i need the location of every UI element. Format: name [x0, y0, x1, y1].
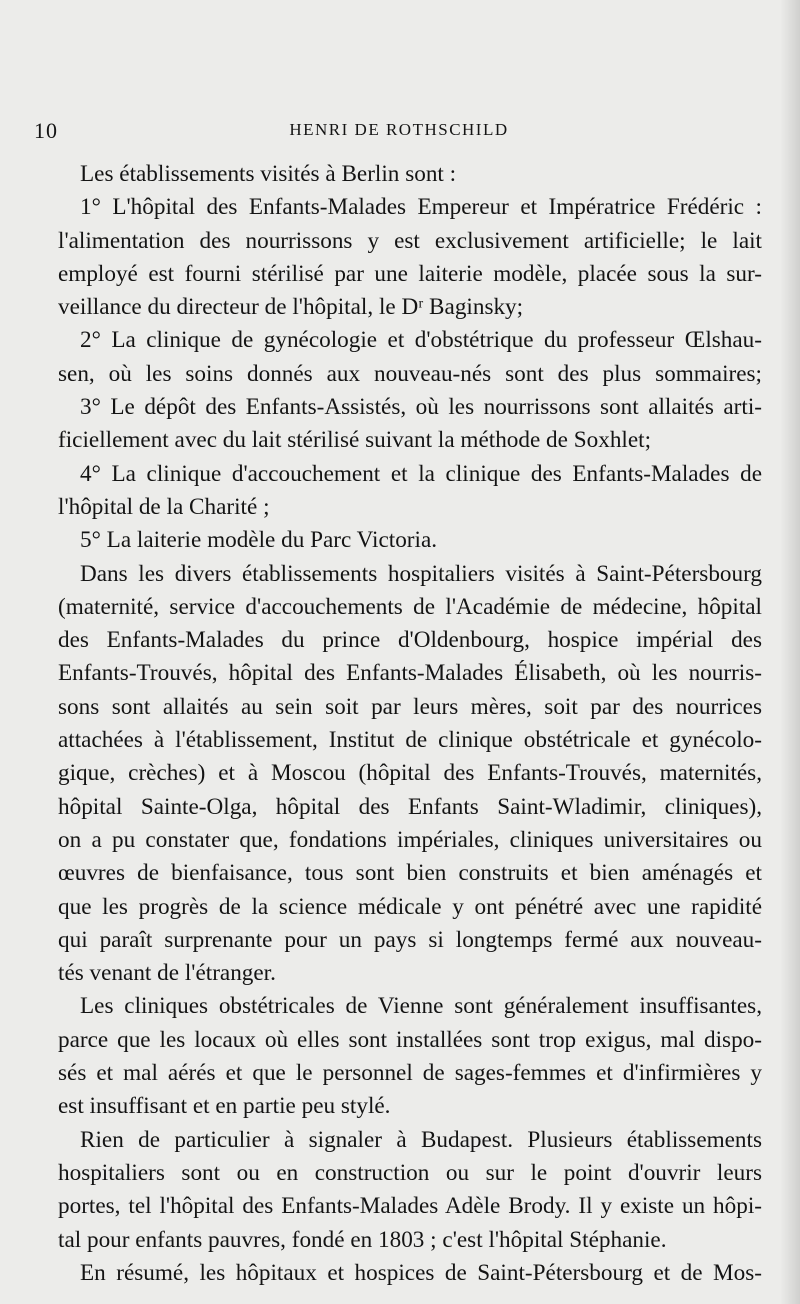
text-line: est insuffisant et en partie peu stylé. [58, 1093, 391, 1120]
text-line: sés et mal aérés et que le personnel de sages-femmes et d'infirmières y [58, 1060, 762, 1087]
text-line: parce que les locaux où elles sont installées sont trop exigus, mal dispo- [58, 1026, 762, 1053]
text-line: attachées à l'établissement, Institut de clinique obstétricale et gynécolo- [58, 727, 762, 754]
text-line: hôpital Sainte-Olga, hôpital des Enfants Saint-Wladimir, cliniques), [58, 793, 762, 820]
text-line: 4° La clinique d'accouchement et la clinique des Enfants-Malades de [80, 460, 762, 487]
text-line: Les cliniques obstétricales de Vienne sont généralement insuffisantes, [80, 993, 762, 1020]
text-line: Enfants-Trouvés, hôpital des Enfants-Malades Élisabeth, où les nourris- [58, 660, 762, 687]
text-line: l'hôpital de la Charité ; [58, 493, 270, 520]
page-edge-shadow [780, 0, 800, 1304]
running-head [34, 118, 764, 148]
text-line: ficiellement avec du lait stérilisé suivant la méthode de Soxhlet; [58, 427, 652, 454]
text-line: En résumé, les hôpitaux et hospices de Saint-Pétersbourg et de Mos- [80, 1259, 762, 1286]
text-line: sen, où les soins donnés aux nouveau-nés sont des plus sommaires; [58, 360, 762, 387]
text-line: on a pu constater que, fondations impériales, cliniques universitaires ou [58, 826, 762, 853]
text-line: Rien de particulier à signaler à Budapest. Plusieurs établissements [80, 1126, 762, 1153]
text-line: tés venant de l'étranger. [58, 960, 276, 987]
text-line: 5° La laiterie modèle du Parc Victoria. [80, 527, 438, 554]
text-line: (maternité, service d'accouchements de l'Académie de médecine, hôpital [58, 593, 762, 620]
text-line: Dans les divers établissements hospitaliers visités à Saint-Pétersbourg [80, 560, 762, 587]
text-line: 2° La clinique de gynécologie et d'obstétrique du professeur Œlshau- [80, 327, 762, 354]
text-line: sons sont allaités au sein soit par leurs mères, soit par des nourrices [58, 693, 762, 720]
text-line: tal pour enfants pauvres, fondé en 1803 ; c'est l'hôpital Stéphanie. [58, 1226, 667, 1253]
text-line: hospitaliers sont ou en construction ou sur le point d'ouvrir leurs [58, 1159, 762, 1186]
text-line: l'alimentation des nourrissons y est exclusivement artificielle; le lait [58, 227, 762, 254]
running-title: HENRI DE ROTHSCHILD [289, 120, 509, 139]
body-text [58, 158, 762, 1290]
page-number: 10 [34, 118, 58, 143]
text-line: que les progrès de la science médicale y ont pénétré avec une rapidité [58, 893, 762, 920]
text-line: œuvres de bienfaisance, tous sont bien construits et bien aménagés et [58, 860, 762, 887]
text-line: Les établissements visités à Berlin sont : [80, 161, 457, 187]
text-line: employé est fourni stérilisé par une laiterie modèle, placée sous la sur- [58, 260, 762, 287]
text-line: des Enfants-Malades du prince d'Oldenbourg, hospice impérial des [58, 627, 762, 654]
text-line: qui paraît surprenante pour un pays si longtemps fermé aux nouveau- [58, 926, 762, 953]
text-line: gique, crèches) et à Moscou (hôpital des Enfants-Trouvés, maternités, [58, 760, 762, 787]
text-line: veillance du directeur de l'hôpital, le Dʳ Baginsky; [58, 294, 524, 321]
text-line: 3° Le dépôt des Enfants-Assistés, où les nourrissons sont allaités arti- [80, 394, 762, 421]
text-line: 1° L'hôpital des Enfants-Malades Empereur et Impératrice Frédéric : [80, 194, 762, 221]
text-line: portes, tel l'hôpital des Enfants-Malades Adèle Brody. Il y existe un hôpi- [58, 1193, 762, 1220]
